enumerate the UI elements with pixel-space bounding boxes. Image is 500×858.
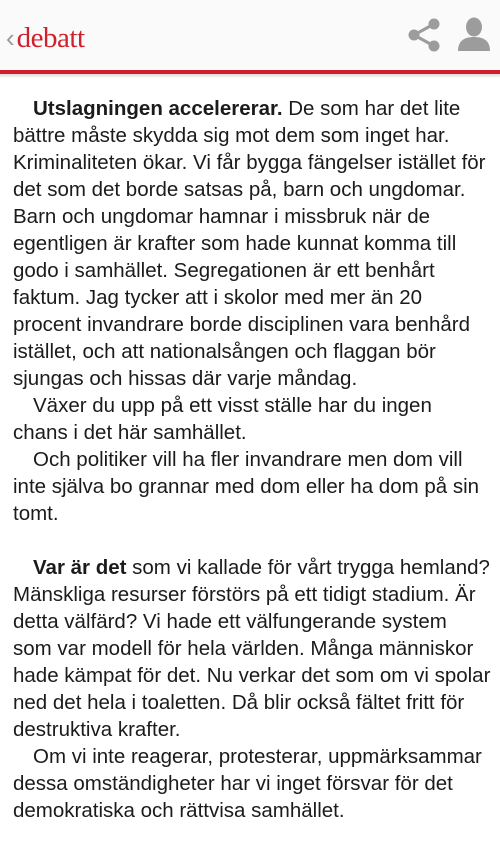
chevron-left-icon: ‹ <box>6 23 15 53</box>
debatt-logo: debatt <box>16 21 85 54</box>
paragraph: Utslagningen accelererar. De som har det lite bättre måste skydda sig mot dem som inget har. Kriminaliteten ökar. Vi får bygga fängelser istället för det som det borde satsas på, barn och ungdomar. Barn och ungdomar hamnar i missbruk när de egentligen är krafter som hade kunnat komma till godo i samhället. Segregationen är ett benhårt faktum. Jag tycker att i skolor med mer än 20 procent invandrare borde disciplinen vara benhård istället, och att nationalsången och flaggan bör sjungas och hissas där varje måndag. <box>13 97 486 390</box>
paragraph-lead: Var är det <box>33 556 127 579</box>
top-bar <box>0 0 500 70</box>
paragraph: Växer du upp på ett visst ställe har du ingen chans i det här samhället. <box>13 394 432 444</box>
share-icon[interactable] <box>406 18 442 52</box>
paragraph: Och politiker vill ha fler invandrare men dom vill inte själva bo grannar med dom eller ha dom på sin tomt. <box>13 448 480 525</box>
paragraph: Var är det som vi kallade för vårt trygga hemland? Mänskliga resurser förstörs på ett tidigt stadium. Är detta välfärd? Vi hade ett välfungerande system som var modell för hela världen. Många människor hade kämpat för det. Nu verkar det som om vi spolar ned det hela i toaletten. Då blir också fältet fritt för destruktiva krafter. <box>13 556 491 741</box>
paragraph-lead: Utslagningen accelererar. <box>33 97 283 120</box>
article-body <box>13 95 491 824</box>
paragraph-gap <box>13 527 491 554</box>
header-shadow <box>0 74 500 78</box>
back-button[interactable] <box>6 18 85 58</box>
paragraph: Om vi inte reagerar, protesterar, uppmärksammar dessa omständigheter har vi inget försvar för det demokratiska och rättvisa samhället. <box>13 745 482 822</box>
user-icon[interactable] <box>456 16 492 52</box>
